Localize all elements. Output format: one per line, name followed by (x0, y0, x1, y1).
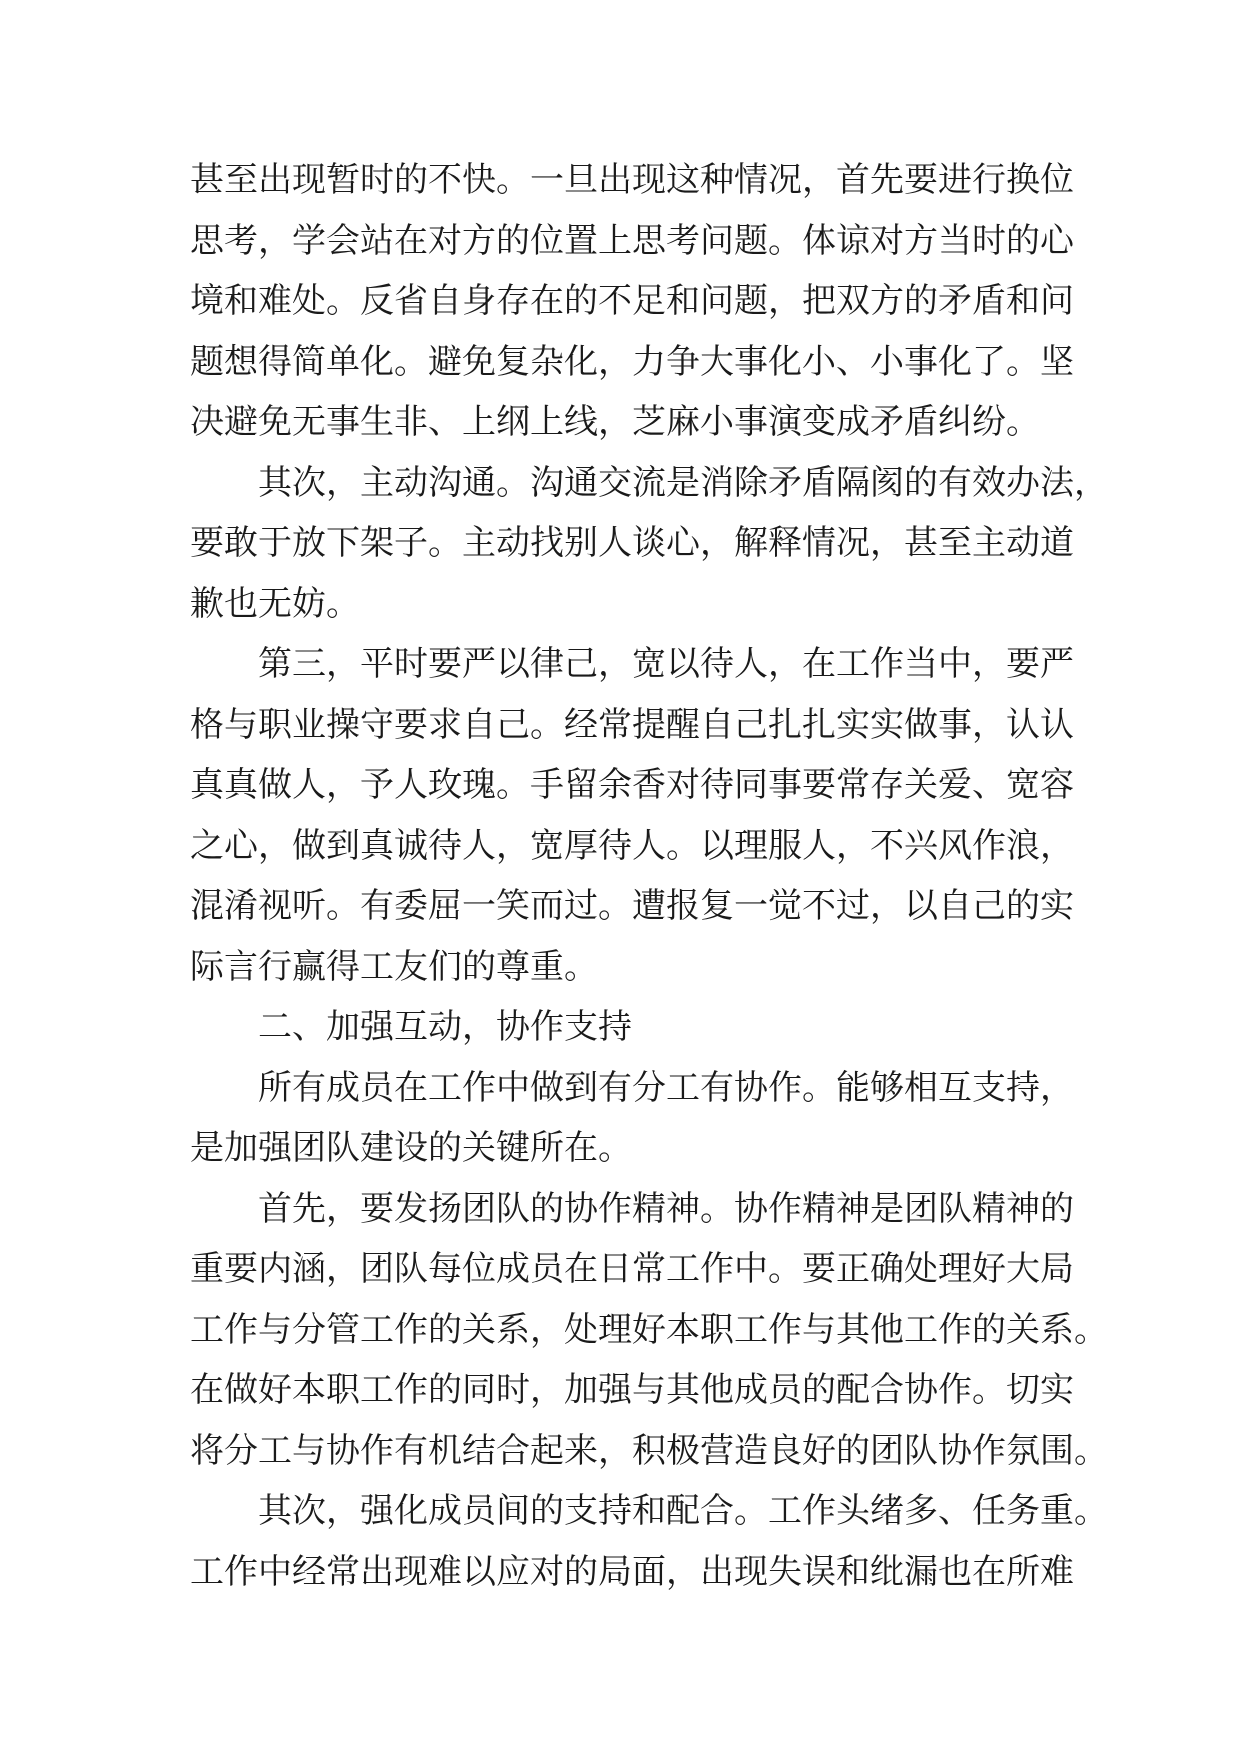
text-line: 歉也无妨。 (190, 583, 360, 624)
text-line: 工作与分管工作的关系，处理好本职工作与其他工作的关系。 (190, 1309, 1108, 1350)
text-line: 是加强团队建设的关键所在。 (190, 1128, 632, 1168)
text-line: 真真做人，予人玫瑰。手留余香对待同事要常存关爱、宽容 (190, 765, 1074, 805)
text-line: 思考，学会站在对方的位置上思考问题。体谅对方当时的心 (190, 220, 1074, 261)
text-line: 所有成员在工作中做到有分工有协作。能够相互支持， (258, 1067, 1074, 1108)
text-line: 题想得简单化。避免复杂化，力争大事化小、小事化了。坚 (190, 341, 1074, 382)
text-line: 格与职业操守要求自己。经常提醒自己扎扎实实做事，认认 (190, 704, 1074, 745)
text-line: 工作中经常出现难以应对的局面，出现失误和纰漏也在所难 (190, 1551, 1074, 1592)
body-text (190, 150, 1108, 1602)
text-line: 在做好本职工作的同时，加强与其他成员的配合协作。切实 (190, 1370, 1074, 1410)
text-line: 要敢于放下架子。主动找别人谈心，解释情况，甚至主动道 (190, 523, 1074, 563)
text-line: 二、加强互动，协作支持 (258, 1007, 632, 1047)
text-line: 境和难处。反省自身存在的不足和问题，把双方的矛盾和问 (190, 281, 1074, 321)
text-line: 第三，平时要严以律己，宽以待人，在工作当中，要严 (258, 644, 1074, 684)
text-line: 际言行赢得工友们的尊重。 (190, 946, 598, 987)
text-line: 首先，要发扬团队的协作精神。协作精神是团队精神的 (258, 1188, 1074, 1229)
text-line: 决避免无事生非、上纲上线，芝麻小事演变成矛盾纠纷。 (190, 402, 1040, 442)
text-line: 甚至出现暂时的不快。一旦出现这种情况，首先要进行换位 (190, 160, 1074, 200)
text-line: 其次，强化成员间的支持和配合。工作头绪多、任务重。 (258, 1491, 1108, 1531)
text-line: 将分工与协作有机结合起来，积极营造良好的团队协作氛围。 (190, 1430, 1108, 1471)
text-line: 混淆视听。有委屈一笑而过。遭报复一觉不过，以自己的实 (190, 886, 1074, 926)
text-line: 重要内涵，团队每位成员在日常工作中。要正确处理好大局 (190, 1249, 1074, 1289)
text-line: 之心，做到真诚待人，宽厚待人。以理服人，不兴风作浪， (190, 825, 1074, 866)
text-line: 其次，主动沟通。沟通交流是消除矛盾隔阂的有效办法， (258, 462, 1108, 503)
